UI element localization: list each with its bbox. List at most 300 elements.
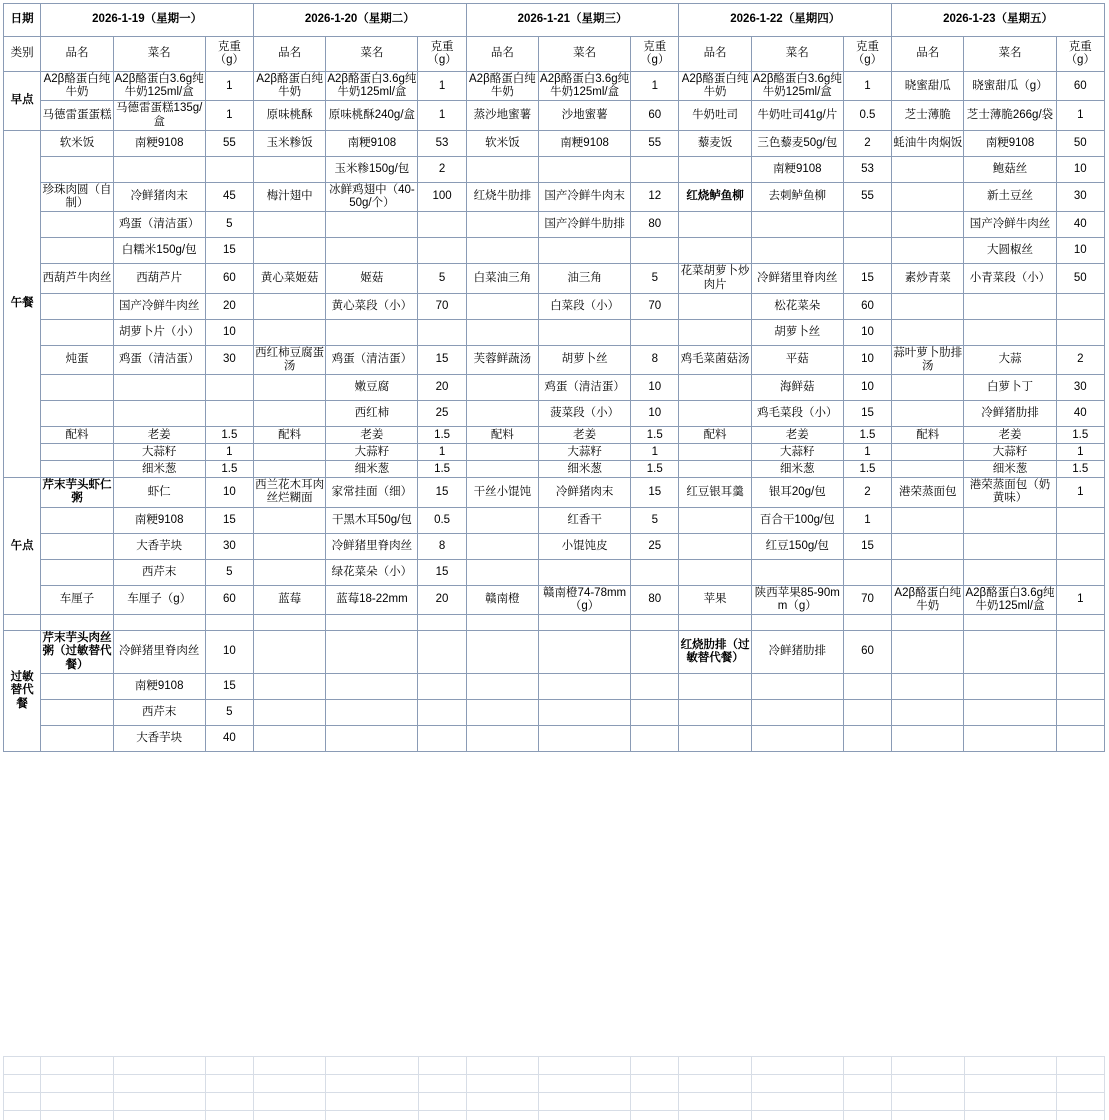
cell-food-3	[466, 461, 538, 478]
menu-row	[4, 427, 1105, 444]
cell-gram-2: 1	[418, 101, 466, 130]
spacer-cell	[205, 615, 253, 631]
cell-dish-1: 鸡蛋（清洁蛋）	[113, 345, 205, 374]
cell-dish-4	[751, 725, 843, 751]
cell-food-3: 赣南橙	[466, 585, 538, 614]
cell-food-1	[41, 461, 113, 478]
cell-gram-3	[631, 725, 679, 751]
cell-dish-1: 南粳9108	[113, 673, 205, 699]
cell-food-5: 港荣蒸面包	[892, 478, 964, 507]
cell-dish-4: 去刺鲈鱼柳	[751, 182, 843, 211]
cell-dish-5	[964, 533, 1056, 559]
empty-cell	[843, 1075, 891, 1093]
cell-food-2	[253, 461, 325, 478]
empty-cell	[418, 1093, 466, 1111]
empty-cell	[4, 1093, 41, 1111]
cell-food-4	[679, 461, 751, 478]
cell-food-2	[253, 293, 325, 319]
cell-dish-2: 姬菇	[326, 264, 418, 293]
cell-food-3	[466, 533, 538, 559]
cell-dish-3: 鸡蛋（清洁蛋）	[539, 375, 631, 401]
cell-gram-1: 60	[205, 264, 253, 293]
empty-cell	[4, 1057, 41, 1075]
cell-gram-5: 60	[1056, 72, 1104, 101]
empty-cell	[4, 1111, 41, 1120]
cell-food-5: 蚝油牛肉焖饭	[892, 130, 964, 156]
cell-food-2	[253, 375, 325, 401]
cell-gram-2: 25	[418, 401, 466, 427]
cell-food-4	[679, 212, 751, 238]
empty-cell	[113, 1111, 205, 1120]
cell-food-3	[466, 444, 538, 461]
weekly-menu-table	[3, 3, 1105, 752]
cell-food-4	[679, 238, 751, 264]
cell-gram-2: 0.5	[418, 507, 466, 533]
cell-dish-3	[539, 319, 631, 345]
subheader-1-1: 品名	[41, 37, 113, 72]
cell-gram-2: 20	[418, 585, 466, 614]
cell-food-5	[892, 673, 964, 699]
cell-gram-5: 40	[1056, 212, 1104, 238]
empty-cell	[113, 1093, 205, 1111]
cell-food-5	[892, 444, 964, 461]
category-label-breakfast: 早点	[4, 72, 41, 131]
cell-gram-2: 70	[418, 293, 466, 319]
empty-cell	[254, 1111, 326, 1120]
cell-dish-4: 南粳9108	[751, 156, 843, 182]
menu-row	[4, 319, 1105, 345]
menu-row	[4, 293, 1105, 319]
spacer-cell	[964, 615, 1056, 631]
cell-dish-4: 鸡毛菜段（小）	[751, 401, 843, 427]
cell-gram-2: 15	[418, 559, 466, 585]
cell-gram-3: 1	[631, 72, 679, 101]
empty-cell	[466, 1075, 538, 1093]
empty-cell	[631, 1111, 679, 1120]
empty-cell	[751, 1075, 843, 1093]
cell-gram-4: 53	[843, 156, 891, 182]
cell-food-4: 牛奶吐司	[679, 101, 751, 130]
cell-food-1	[41, 156, 113, 182]
cell-food-1: A2β酪蛋白纯牛奶	[41, 72, 113, 101]
cell-gram-5: 30	[1056, 375, 1104, 401]
cell-food-4	[679, 375, 751, 401]
cell-dish-2	[326, 673, 418, 699]
cell-dish-3	[539, 725, 631, 751]
category-label-lunch: 午餐	[4, 130, 41, 477]
menu-row	[4, 264, 1105, 293]
cell-gram-2: 1	[418, 444, 466, 461]
cell-dish-1: 国产冷鲜牛肉丝	[113, 293, 205, 319]
cell-gram-1: 15	[205, 673, 253, 699]
menu-row	[4, 375, 1105, 401]
cell-gram-5	[1056, 699, 1104, 725]
cell-gram-2: 100	[418, 182, 466, 211]
cell-food-1: 西葫芦牛肉丝	[41, 264, 113, 293]
cell-dish-2: 大蒜籽	[326, 444, 418, 461]
cell-dish-2: A2β酪蛋白3.6g纯牛奶125ml/盒	[326, 72, 418, 101]
cell-dish-3: 赣南橙74-78mm（g）	[539, 585, 631, 614]
cell-food-5	[892, 461, 964, 478]
header-day-3: 2026-1-21（星期三）	[466, 4, 679, 37]
cell-dish-3: 小馄饨皮	[539, 533, 631, 559]
cell-food-5: A2β酪蛋白纯牛奶	[892, 585, 964, 614]
cell-gram-2: 20	[418, 375, 466, 401]
empty-cell	[254, 1075, 326, 1093]
cell-dish-4: 红豆150g/包	[751, 533, 843, 559]
cell-gram-1: 20	[205, 293, 253, 319]
empty-cell	[539, 1057, 631, 1075]
cell-food-4	[679, 559, 751, 585]
cell-dish-3: 红香干	[539, 507, 631, 533]
cell-food-5	[892, 238, 964, 264]
cell-gram-3: 60	[631, 101, 679, 130]
cell-dish-3: 细米葱	[539, 461, 631, 478]
cell-gram-1: 45	[205, 182, 253, 211]
cell-food-1: 芹末芋头肉丝粥（过敏替代餐）	[41, 631, 113, 674]
cell-gram-2	[418, 699, 466, 725]
cell-food-4: 鸡毛菜菌菇汤	[679, 345, 751, 374]
cell-dish-4	[751, 699, 843, 725]
category-label-afternoon: 午点	[4, 478, 41, 615]
empty-cell	[418, 1111, 466, 1120]
empty-cell	[326, 1093, 418, 1111]
empty-cell	[679, 1093, 751, 1111]
cell-food-1: 马德雷蛋蛋糕	[41, 101, 113, 130]
cell-gram-2	[418, 212, 466, 238]
cell-gram-5: 10	[1056, 238, 1104, 264]
cell-gram-3: 1.5	[631, 427, 679, 444]
cell-food-5	[892, 699, 964, 725]
cell-gram-3: 10	[631, 401, 679, 427]
cell-gram-1: 10	[205, 319, 253, 345]
cell-dish-4: 牛奶吐司41g/片	[751, 101, 843, 130]
cell-dish-5: 老姜	[964, 427, 1056, 444]
cell-food-5: 配料	[892, 427, 964, 444]
cell-food-5: 晓蜜甜瓜	[892, 72, 964, 101]
cell-food-4: 红豆银耳羹	[679, 478, 751, 507]
cell-dish-5	[964, 673, 1056, 699]
cell-food-5	[892, 507, 964, 533]
cell-gram-5: 2	[1056, 345, 1104, 374]
cell-dish-1: 老姜	[113, 427, 205, 444]
cell-gram-2	[418, 673, 466, 699]
cell-dish-1: 冷鲜猪里脊肉丝	[113, 631, 205, 674]
cell-dish-3: 白菜段（小）	[539, 293, 631, 319]
cell-food-2: 黄心菜姬菇	[253, 264, 325, 293]
cell-dish-2	[326, 212, 418, 238]
cell-gram-4: 10	[843, 319, 891, 345]
empty-cell	[751, 1057, 843, 1075]
cell-food-5	[892, 212, 964, 238]
cell-dish-4: 松花菜朵	[751, 293, 843, 319]
menu-row	[4, 699, 1105, 725]
cell-gram-1: 1.5	[205, 427, 253, 444]
cell-gram-1	[205, 156, 253, 182]
subheader-4-1: 品名	[679, 37, 751, 72]
cell-food-2	[253, 725, 325, 751]
cell-dish-1	[113, 401, 205, 427]
cell-gram-2: 5	[418, 264, 466, 293]
cell-food-3: 软米饭	[466, 130, 538, 156]
cell-gram-2: 15	[418, 345, 466, 374]
cell-dish-4: 冷鲜猪肋排	[751, 631, 843, 674]
empty-cell	[539, 1075, 631, 1093]
menu-row	[4, 130, 1105, 156]
cell-dish-4: 胡萝卜丝	[751, 319, 843, 345]
cell-gram-4: 2	[843, 130, 891, 156]
cell-food-1	[41, 319, 113, 345]
cell-food-5	[892, 559, 964, 585]
cell-gram-4	[843, 673, 891, 699]
cell-dish-2: 老姜	[326, 427, 418, 444]
cell-gram-3	[631, 673, 679, 699]
cell-food-5	[892, 319, 964, 345]
cell-gram-1: 10	[205, 631, 253, 674]
cell-food-1	[41, 559, 113, 585]
cell-dish-4: 百合干100g/包	[751, 507, 843, 533]
menu-row	[4, 156, 1105, 182]
cell-gram-1: 10	[205, 478, 253, 507]
menu-row	[4, 725, 1105, 751]
menu-row	[4, 345, 1105, 374]
cell-gram-1: 60	[205, 585, 253, 614]
spacer-cell	[843, 615, 891, 631]
cell-dish-3: 老姜	[539, 427, 631, 444]
cell-food-3	[466, 631, 538, 674]
menu-row	[4, 444, 1105, 461]
cell-gram-2: 1.5	[418, 427, 466, 444]
empty-cell	[631, 1075, 679, 1093]
cell-gram-3	[631, 238, 679, 264]
cell-dish-4	[751, 238, 843, 264]
cell-gram-2: 53	[418, 130, 466, 156]
header-day-4: 2026-1-22（星期四）	[679, 4, 892, 37]
cell-gram-4: 15	[843, 533, 891, 559]
cell-dish-1: 马德雷蛋糕135g/盒	[113, 101, 205, 130]
cell-food-2	[253, 401, 325, 427]
cell-food-5	[892, 293, 964, 319]
cell-dish-4: 三色藜麦50g/包	[751, 130, 843, 156]
cell-gram-3: 80	[631, 212, 679, 238]
cell-dish-4: 银耳20g/包	[751, 478, 843, 507]
cell-food-1	[41, 293, 113, 319]
empty-cell	[326, 1075, 418, 1093]
cell-dish-5: 大圆椒丝	[964, 238, 1056, 264]
subheader-5-1: 品名	[892, 37, 964, 72]
cell-gram-2: 15	[418, 478, 466, 507]
cell-food-2	[253, 699, 325, 725]
cell-food-1	[41, 533, 113, 559]
cell-dish-4: 冷鲜猪里脊肉丝	[751, 264, 843, 293]
cell-gram-5: 1	[1056, 444, 1104, 461]
cell-gram-3: 15	[631, 478, 679, 507]
empty-cell	[466, 1093, 538, 1111]
empty-cell	[205, 1093, 253, 1111]
empty-cell	[205, 1057, 253, 1075]
cell-food-2	[253, 444, 325, 461]
cell-gram-3: 5	[631, 507, 679, 533]
spacer-cell	[4, 615, 41, 631]
cell-dish-3	[539, 156, 631, 182]
empty-cell	[843, 1093, 891, 1111]
cell-dish-3: 油三角	[539, 264, 631, 293]
cell-food-4: A2β酪蛋白纯牛奶	[679, 72, 751, 101]
cell-gram-2	[418, 238, 466, 264]
cell-food-3: A2β酪蛋白纯牛奶	[466, 72, 538, 101]
cell-dish-5	[964, 293, 1056, 319]
cell-gram-5: 50	[1056, 264, 1104, 293]
cell-food-3	[466, 319, 538, 345]
cell-gram-1: 55	[205, 130, 253, 156]
empty-row	[4, 1075, 1105, 1093]
cell-gram-3: 55	[631, 130, 679, 156]
cell-dish-2: 干黑木耳50g/包	[326, 507, 418, 533]
cell-food-1: 珍珠肉圆（自制）	[41, 182, 113, 211]
menu-row	[4, 507, 1105, 533]
cell-dish-1: 胡萝卜片（小）	[113, 319, 205, 345]
cell-gram-5	[1056, 533, 1104, 559]
cell-dish-3	[539, 631, 631, 674]
spacer-cell	[41, 615, 113, 631]
cell-food-2	[253, 507, 325, 533]
cell-dish-5: 大蒜籽	[964, 444, 1056, 461]
cell-food-3: 白菜油三角	[466, 264, 538, 293]
cell-gram-3: 12	[631, 182, 679, 211]
empty-row	[4, 1093, 1105, 1111]
cell-dish-3: 大蒜籽	[539, 444, 631, 461]
header-row-subcolumns	[4, 37, 1105, 72]
cell-gram-3: 70	[631, 293, 679, 319]
cell-gram-4: 1	[843, 507, 891, 533]
cell-dish-2	[326, 631, 418, 674]
empty-cell	[41, 1057, 113, 1075]
empty-cell	[418, 1057, 466, 1075]
cell-dish-5	[964, 507, 1056, 533]
cell-food-3	[466, 293, 538, 319]
cell-dish-1: 虾仁	[113, 478, 205, 507]
cell-gram-5: 1.5	[1056, 461, 1104, 478]
cell-dish-1: 大香芋块	[113, 725, 205, 751]
cell-gram-4: 10	[843, 375, 891, 401]
cell-dish-2: 玉米糁150g/包	[326, 156, 418, 182]
menu-row	[4, 559, 1105, 585]
spacer-cell	[679, 615, 751, 631]
spacer-cell	[539, 615, 631, 631]
empty-cell	[539, 1093, 631, 1111]
cell-gram-2	[418, 725, 466, 751]
cell-dish-1: 西芹末	[113, 559, 205, 585]
cell-gram-4: 55	[843, 182, 891, 211]
cell-dish-1: 南粳9108	[113, 507, 205, 533]
menu-row	[4, 478, 1105, 507]
cell-food-1	[41, 725, 113, 751]
cell-dish-2: 绿花菜朵（小）	[326, 559, 418, 585]
header-row-dates	[4, 4, 1105, 37]
cell-dish-5: A2β酪蛋白3.6g纯牛奶125ml/盒	[964, 585, 1056, 614]
empty-row	[4, 1111, 1105, 1120]
cell-gram-4	[843, 559, 891, 585]
cell-food-2: 配料	[253, 427, 325, 444]
cell-food-1: 芹末芋头虾仁粥	[41, 478, 113, 507]
cell-food-1	[41, 673, 113, 699]
cell-dish-1: 南粳9108	[113, 130, 205, 156]
cell-gram-1: 1.5	[205, 461, 253, 478]
cell-dish-2: 家常挂面（细）	[326, 478, 418, 507]
cell-dish-4	[751, 559, 843, 585]
empty-row	[4, 1057, 1105, 1075]
cell-food-4: 红烧鲈鱼柳	[679, 182, 751, 211]
subheader-3-2: 菜名	[539, 37, 631, 72]
menu-row	[4, 238, 1105, 264]
cell-dish-2: 冰鲜鸡翅中（40-50g/个）	[326, 182, 418, 211]
cell-dish-5: 南粳9108	[964, 130, 1056, 156]
cell-gram-5	[1056, 319, 1104, 345]
empty-cell	[113, 1075, 205, 1093]
cell-gram-4: 15	[843, 264, 891, 293]
cell-food-3: 红烧牛肋排	[466, 182, 538, 211]
cell-food-2: 玉米糁饭	[253, 130, 325, 156]
cell-dish-5	[964, 559, 1056, 585]
cell-food-4	[679, 293, 751, 319]
cell-food-2	[253, 673, 325, 699]
cell-gram-5: 1	[1056, 101, 1104, 130]
cell-food-3	[466, 401, 538, 427]
cell-dish-4: 老姜	[751, 427, 843, 444]
cell-gram-3: 80	[631, 585, 679, 614]
cell-dish-3: A2β酪蛋白3.6g纯牛奶125ml/盒	[539, 72, 631, 101]
cell-food-1	[41, 375, 113, 401]
cell-food-4	[679, 725, 751, 751]
cell-dish-3	[539, 238, 631, 264]
cell-food-1	[41, 507, 113, 533]
cell-food-3: 配料	[466, 427, 538, 444]
menu-row	[4, 72, 1105, 101]
empty-cell	[892, 1093, 964, 1111]
menu-row	[4, 101, 1105, 130]
empty-cell	[892, 1075, 964, 1093]
cell-food-5	[892, 156, 964, 182]
cell-dish-3	[539, 673, 631, 699]
cell-dish-1: 鸡蛋（清洁蛋）	[113, 212, 205, 238]
subheader-2-3: 克重（g）	[418, 37, 466, 72]
cell-dish-3: 国产冷鲜牛肉末	[539, 182, 631, 211]
cell-dish-5: 小青菜段（小）	[964, 264, 1056, 293]
cell-gram-3: 10	[631, 375, 679, 401]
cell-food-2: 原味桃酥	[253, 101, 325, 130]
subheader-3-3: 克重（g）	[631, 37, 679, 72]
empty-cell	[751, 1111, 843, 1120]
cell-gram-5: 50	[1056, 130, 1104, 156]
subheader-4-2: 菜名	[751, 37, 843, 72]
cell-dish-3	[539, 559, 631, 585]
cell-food-4	[679, 444, 751, 461]
menu-row	[4, 401, 1105, 427]
cell-dish-2	[326, 238, 418, 264]
cell-food-2	[253, 212, 325, 238]
cell-dish-5: 港荣蒸面包（奶黄味）	[964, 478, 1056, 507]
cell-gram-3	[631, 319, 679, 345]
cell-gram-5: 1.5	[1056, 427, 1104, 444]
cell-food-5	[892, 533, 964, 559]
cell-gram-5: 40	[1056, 401, 1104, 427]
cell-food-5: 芝士薄脆	[892, 101, 964, 130]
cell-gram-5: 1	[1056, 478, 1104, 507]
spacer-cell	[1056, 615, 1104, 631]
spacer-cell	[751, 615, 843, 631]
cell-dish-2: 嫩豆腐	[326, 375, 418, 401]
menu-row	[4, 673, 1105, 699]
